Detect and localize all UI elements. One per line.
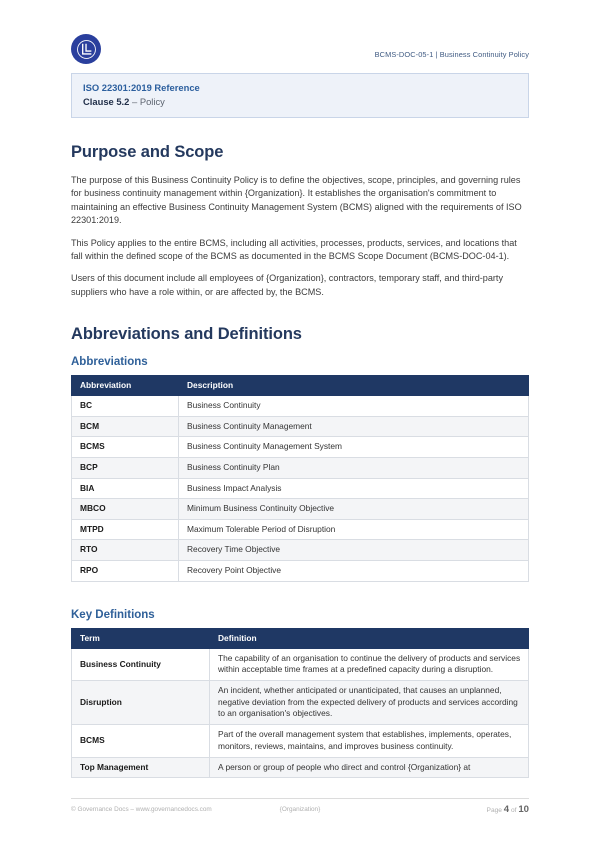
table-row (72, 757, 529, 778)
footer-organization: {Organization} (279, 806, 321, 813)
footer-page-number (487, 804, 529, 815)
table-row (72, 648, 529, 680)
description-cell: Minimum Business Continuity Objective (179, 499, 529, 520)
key-definitions-table (71, 628, 529, 779)
table-row (72, 519, 529, 540)
iso-clause-number: Clause 5.2 (83, 96, 130, 107)
footer-current-page: 4 (503, 804, 510, 815)
definition-cell: An incident, whether anticipated or unanticipated, that causes an unplanned, negative deviation from the expected delivery of products and services according to an organisation's objectives. (210, 681, 529, 725)
table-row (72, 458, 529, 479)
abbreviations-table (71, 375, 529, 581)
column-header-term: Term (72, 628, 210, 648)
description-cell: Recovery Time Objective (179, 540, 529, 561)
table-header-row (72, 376, 529, 396)
footer-copyright: © Governance Docs – www.governancedocs.com (71, 806, 212, 813)
description-cell: Maximum Tolerable Period of Disruption (179, 519, 529, 540)
column-header-abbreviation: Abbreviation (72, 376, 179, 396)
table-row (72, 725, 529, 757)
iso-reference-clause-line (83, 95, 517, 109)
definition-cell: A person or group of people who direct and control {Organization} at (210, 757, 529, 778)
footer-total-pages: 10 (518, 804, 529, 815)
subheading-abbreviations: Abbreviations (71, 356, 148, 369)
table-row (72, 437, 529, 458)
document-footer (71, 798, 529, 818)
document-header (71, 30, 529, 68)
term-cell: BCMS (72, 725, 210, 757)
purpose-paragraph-1: The purpose of this Business Continuity Policy is to define the objectives, scope, principles, and governing rules for business continuity management within {Organization}. It establishes the organisation's commitment to maintaining an effective Business Continuity Management System (BCMS) aligned with the requirements of ISO 22301:2019. (71, 175, 522, 226)
table-row (72, 396, 529, 417)
abbreviation-cell: MBCO (72, 499, 179, 520)
description-cell: Business Continuity (179, 396, 529, 417)
term-cell: Disruption (72, 681, 210, 725)
table-row (72, 561, 529, 582)
abbreviation-cell: BCP (72, 458, 179, 479)
description-cell: Business Impact Analysis (179, 478, 529, 499)
table-header-row (72, 628, 529, 648)
column-header-definition: Definition (210, 628, 529, 648)
table-row (72, 478, 529, 499)
column-header-description: Description (179, 376, 529, 396)
abbreviation-cell: RTO (72, 540, 179, 561)
governance-docs-logo-icon (71, 34, 101, 64)
header-document-reference: BCMS-DOC-05-1 | Business Continuity Policy (374, 50, 529, 59)
purpose-paragraph-2: This Policy applies to the entire BCMS, including all activities, processes, products, services, and locations that fall within the defined scope of the BCMS as documented in the BCMS Scope Document (BCMS-DOC-04-1). (71, 237, 517, 262)
table-row (72, 499, 529, 520)
description-cell: Business Continuity Management (179, 416, 529, 437)
abbreviation-cell: BCM (72, 416, 179, 437)
iso-reference-title: ISO 22301:2019 Reference (83, 82, 200, 93)
abbreviation-cell: BCMS (72, 437, 179, 458)
definition-cell: The capability of an organisation to continue the delivery of products and services within acceptable time frames at a predefined capacity during a disruption. (210, 648, 529, 680)
table-row (72, 681, 529, 725)
footer-page-label: Page (486, 807, 502, 814)
description-cell: Recovery Point Objective (179, 561, 529, 582)
table-row (72, 540, 529, 561)
section-heading-purpose-and-scope: Purpose and Scope (71, 143, 224, 161)
subheading-key-definitions: Key Definitions (71, 608, 155, 621)
term-cell: Business Continuity (72, 648, 210, 680)
term-cell: Top Management (72, 757, 210, 778)
description-cell: Business Continuity Plan (179, 458, 529, 479)
table-row (72, 416, 529, 437)
purpose-paragraph-3: Users of this document include all employees of {Organization}, contractors, temporary staff, and third-party suppliers who have a role within, or are affected by, the BCMS. (71, 273, 503, 297)
iso-reference-callout (71, 73, 529, 118)
abbreviation-cell: BC (72, 396, 179, 417)
key-definitions-table-wrapper (71, 628, 529, 779)
document-body (71, 143, 529, 778)
abbreviation-cell: MTPD (72, 519, 179, 540)
footer-of-label: of (510, 807, 517, 814)
definition-cell: Part of the overall management system that establishes, implements, operates, monitors, reviews, maintains, and improves business continuity. (210, 725, 529, 757)
abbreviation-cell: BIA (72, 478, 179, 499)
abbreviation-cell: RPO (72, 561, 179, 582)
iso-clause-suffix: – Policy (129, 96, 165, 107)
description-cell: Business Continuity Management System (179, 437, 529, 458)
section-heading-abbreviations-and-definitions: Abbreviations and Definitions (71, 325, 302, 344)
